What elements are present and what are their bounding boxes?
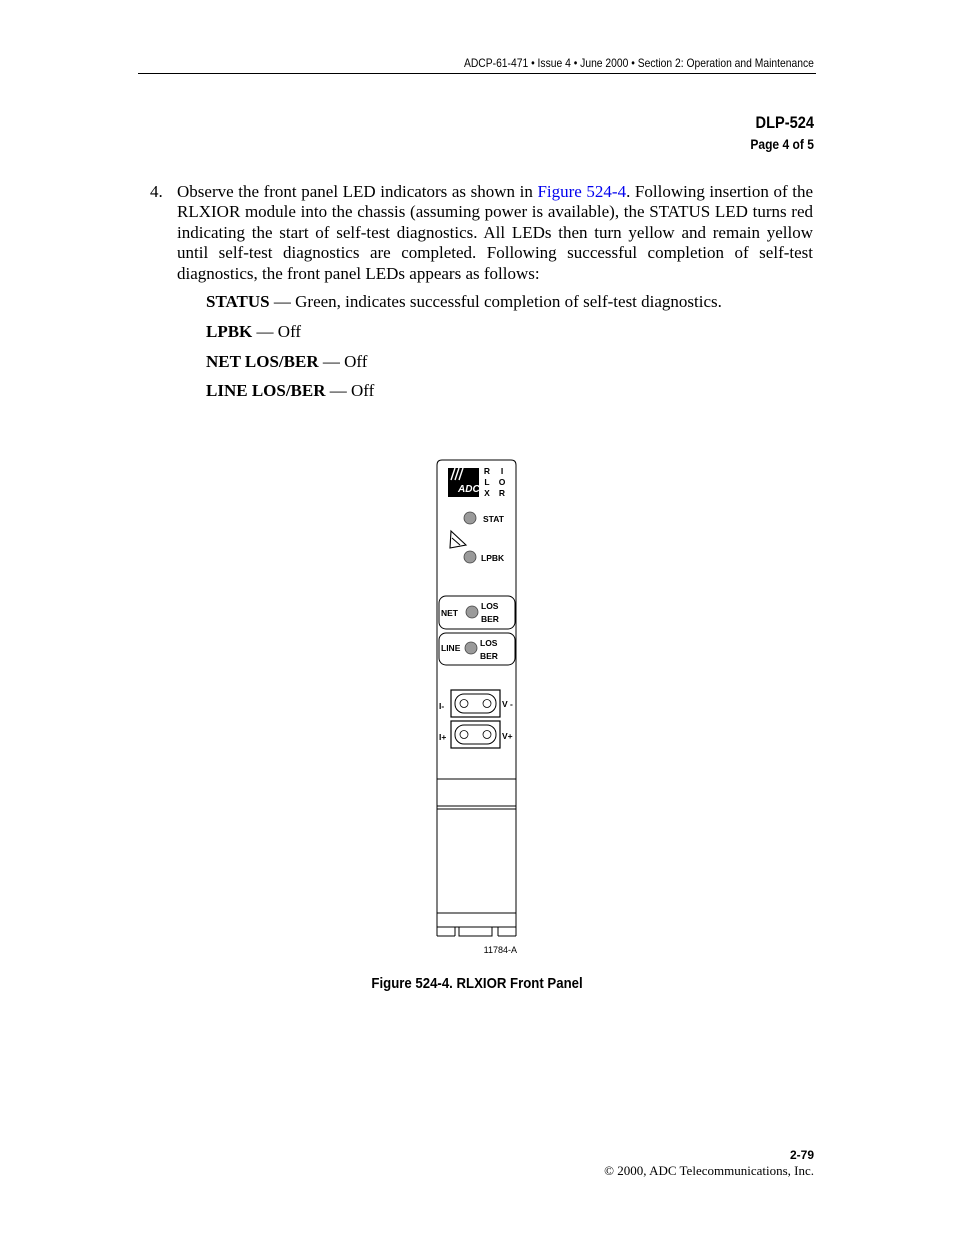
model-letter: R [498,488,506,498]
figure-number: 11784-A [483,945,517,955]
step-text-before: Observe the front panel LED indicators as shown in [177,182,538,201]
net-los-label: LOS [481,601,499,611]
net-led [466,606,478,618]
led-state-name: STATUS [206,292,270,311]
copyright: © 2000, ADC Telecommunications, Inc. [604,1163,814,1178]
bottom-tab [459,927,492,936]
line-los-label: LOS [480,638,498,648]
lpbk-led [464,551,476,563]
panel-outline [437,460,516,936]
v-plus-label: V+ [502,731,513,741]
figure-caption [0,975,954,992]
logo-text: ADC [458,484,480,495]
led-state-desc: — Off [325,381,375,400]
led-state-name: NET LOS/BER [206,352,319,371]
model-letter: X [484,488,490,498]
line-ber-label: BER [480,651,498,661]
led-state-desc: — Off [252,322,302,341]
line-label: LINE [441,643,461,653]
adc-logo-icon [448,468,480,497]
figure-link[interactable]: Figure 524-4 [537,182,627,201]
running-header: ADCP-61-471 • Issue 4 • June 2000 • Section 2: Operation and Maintenance [464,56,814,70]
dlp-page-number: Page 4 of 5 [750,136,814,152]
line-led [465,642,477,654]
model-letter: R [483,466,491,476]
figure-caption-text: Figure 524-4. RLXIOR Front Panel [371,975,583,992]
warning-triangle-icon [450,531,466,548]
model-letter: O [498,477,506,487]
v-minus-label: V - [502,699,513,709]
led-state-desc: — Green, indicates successful completion of self-test diagnostics. [269,292,722,311]
model-letter: L [484,477,490,487]
step-text-after: . Following insertion of the RLXIOR module into the chassis (assuming power is available), the STATUS LED turns red indicating the start of self-test diagnostics. All LEDs then turn yellow and remain yellow until self-test diagnostics are completed. Following successful completion of self-test diagnostics, the front panel LEDs appears as follows: [177,182,814,283]
test-jack-minus [451,690,500,717]
led-state-name: LINE LOS/BER [206,381,326,400]
i-plus-label: I+ [439,732,447,742]
stat-led [464,512,476,524]
test-jack-plus [451,721,500,748]
stat-label: STAT [483,514,504,524]
step-number: 4. [150,182,163,201]
i-minus-label: I- [439,701,445,711]
lpbk-label: LPBK [481,553,505,563]
dlp-title: DLP-524 [755,113,814,132]
net-label: NET [441,608,458,618]
page-number: 2-79 [789,1148,814,1162]
model-letter: I [500,466,504,476]
net-ber-label: BER [481,614,499,624]
led-state-name: LPBK [206,322,253,341]
led-state-desc: — Off [318,352,368,371]
